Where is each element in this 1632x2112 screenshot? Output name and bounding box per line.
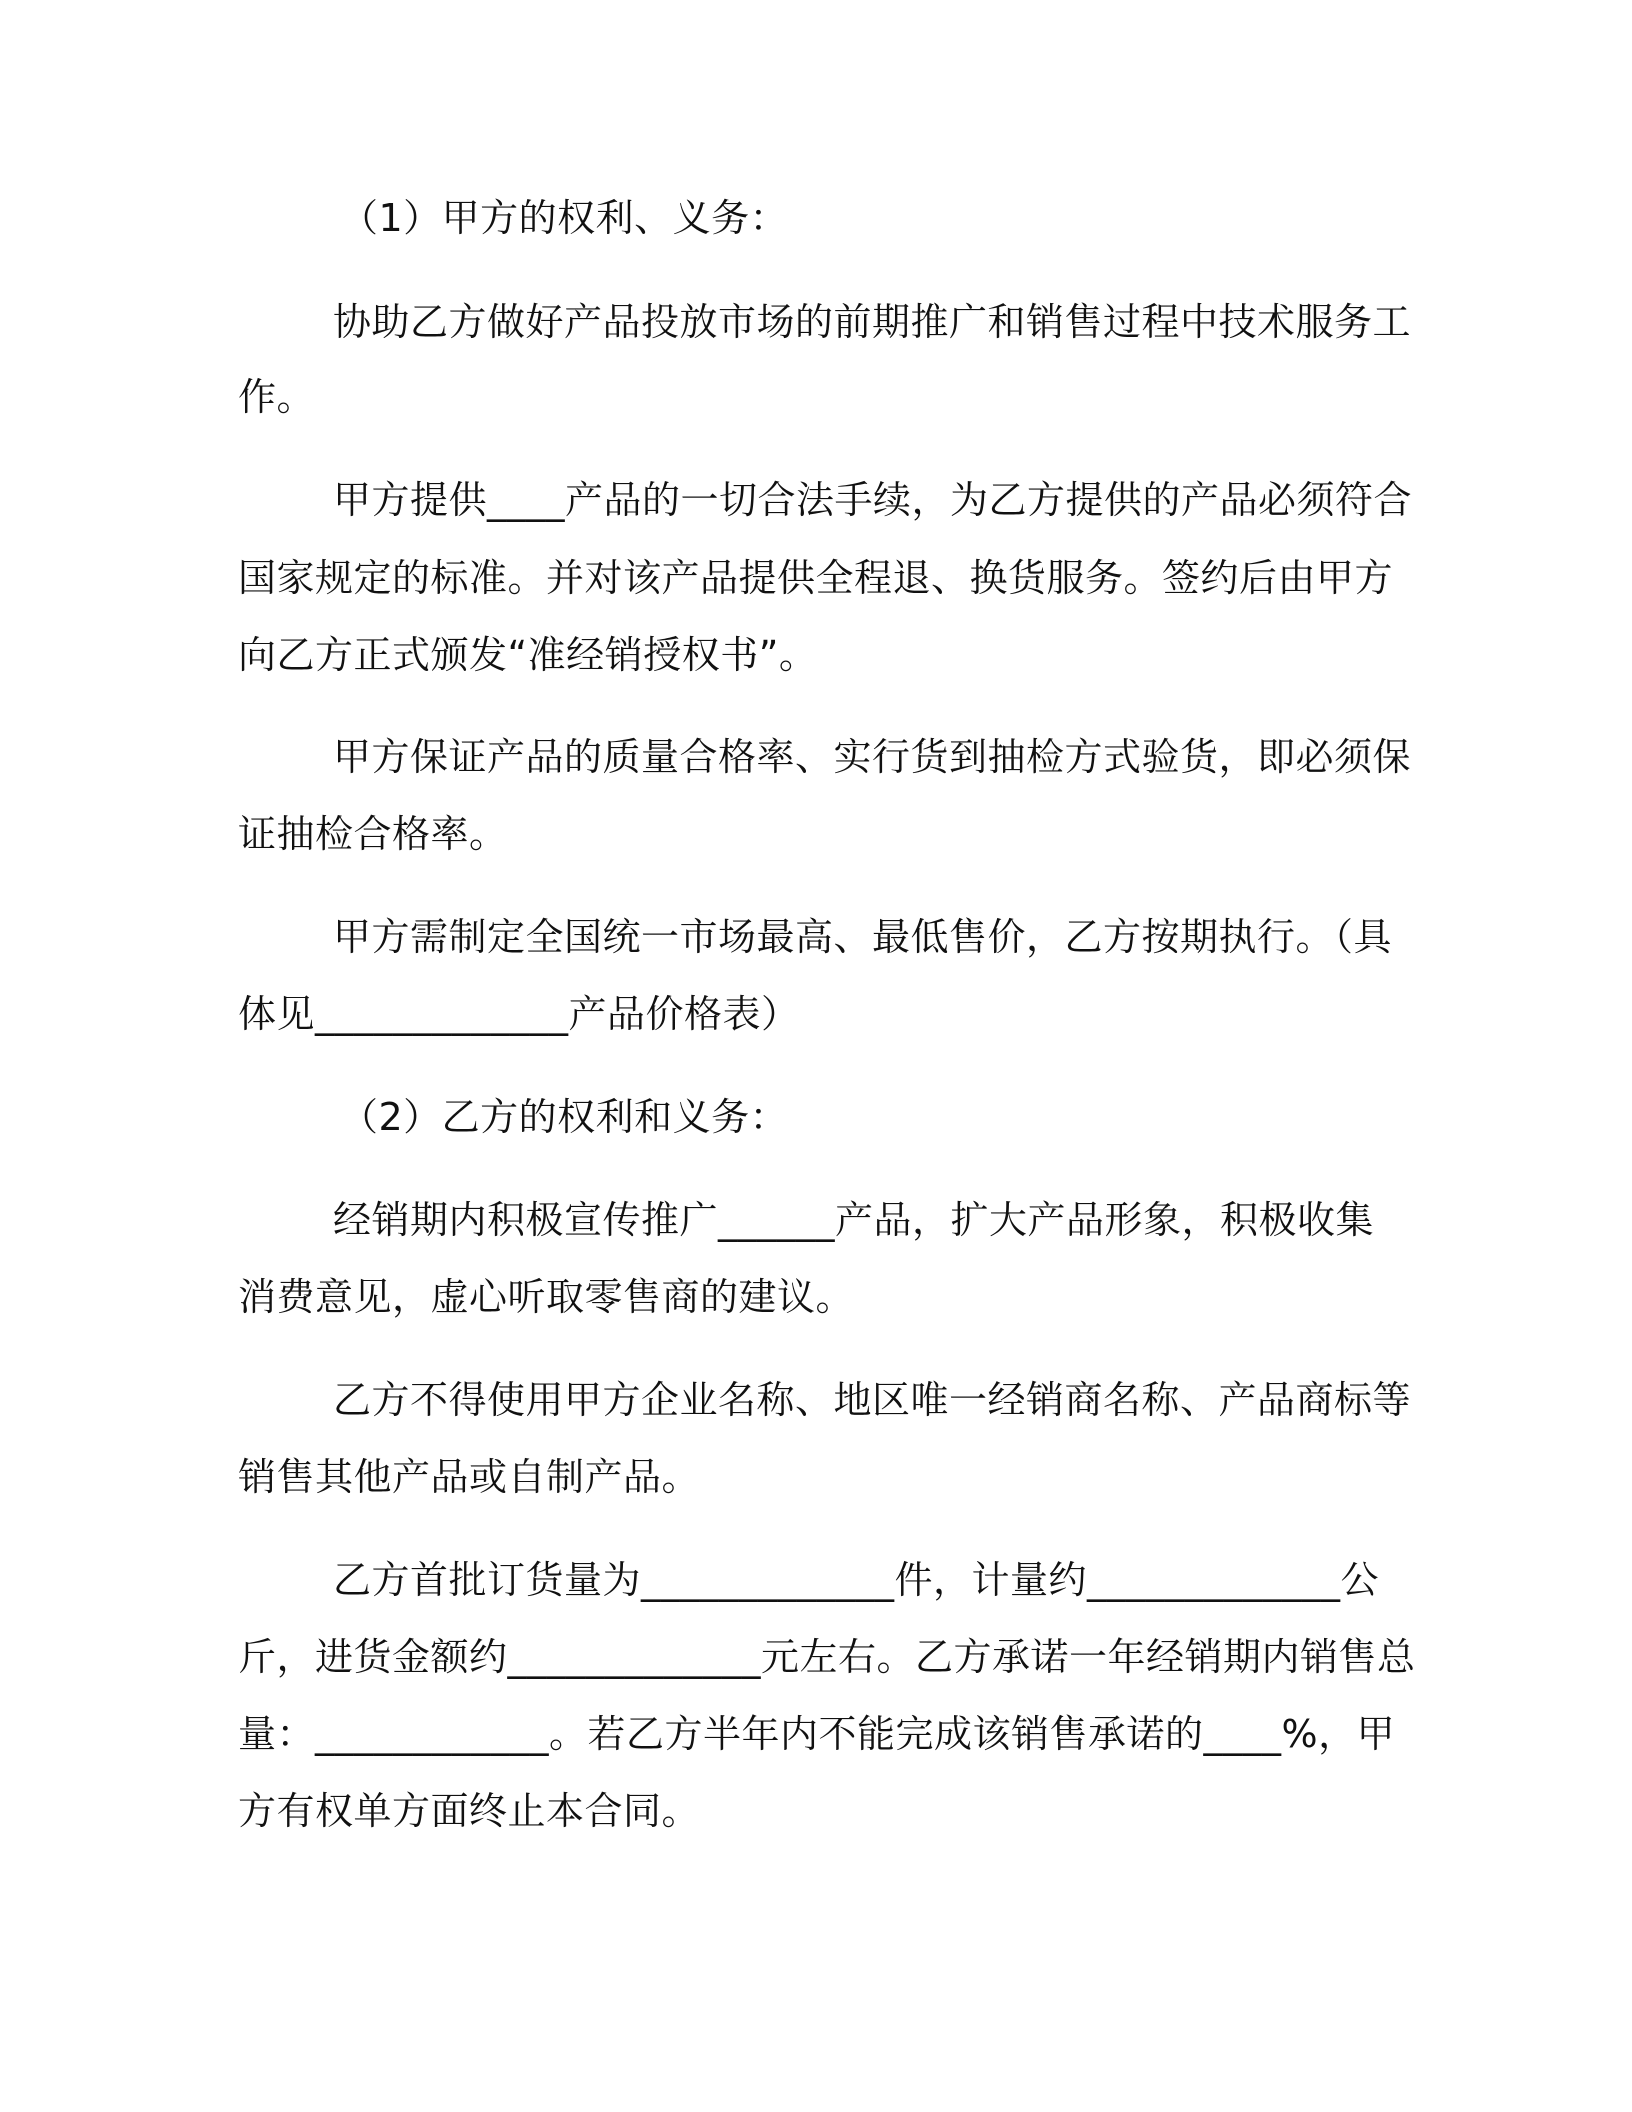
paragraph-3-line-2: 证抽检合格率。 [238, 812, 508, 856]
paragraph-7-line-3: 量：____________。若乙方半年内不能完成该销售承诺的____%，甲 [238, 1712, 1396, 1756]
paragraph-1-line-2: 作。 [238, 375, 316, 419]
paragraph-3-line-1: 甲方保证产品的质量合格率、实行货到抽检方式验货，即必须保 [333, 735, 1412, 779]
paragraph-2-line-1: 甲方提供____产品的一切合法手续，为乙方提供的产品必须符合 [333, 478, 1413, 522]
paragraph-1-line-1: 协助乙方做好产品投放市场的前期推广和销售过程中技术服务工 [333, 300, 1412, 344]
paragraph-7-line-1: 乙方首批订货量为_____________件，计量约_____________公 [333, 1558, 1380, 1602]
paragraph-7-line-4: 方有权单方面终止本合同。 [238, 1789, 701, 1833]
paragraph-6-line-2: 销售其他产品或自制产品。 [238, 1455, 701, 1499]
paragraph-5-line-1: 经销期内积极宣传推广______产品，扩大产品形象，积极收集 [333, 1198, 1375, 1242]
paragraph-4-line-1: 甲方需制定全国统一市场最高、最低售价，乙方按期执行。（具 [333, 915, 1393, 959]
section-2-heading: （2）乙方的权利和义务： [340, 1095, 789, 1139]
section-1-heading: （1）甲方的权利、义务： [340, 196, 789, 240]
paragraph-5-line-2: 消费意见，虚心听取零售商的建议。 [238, 1275, 855, 1319]
paragraph-6-line-1: 乙方不得使用甲方企业名称、地区唯一经销商名称、产品商标等 [333, 1378, 1412, 1422]
paragraph-2-line-3: 向乙方正式颁发“准经销授权书”。 [238, 633, 818, 677]
paragraph-4-line-2: 体见_____________产品价格表） [238, 992, 800, 1036]
paragraph-2-line-2: 国家规定的标准。并对该产品提供全程退、换货服务。签约后由甲方 [238, 556, 1394, 600]
paragraph-7-line-2: 斤，进货金额约_____________元左右。乙方承诺一年经销期内销售总 [238, 1635, 1416, 1679]
